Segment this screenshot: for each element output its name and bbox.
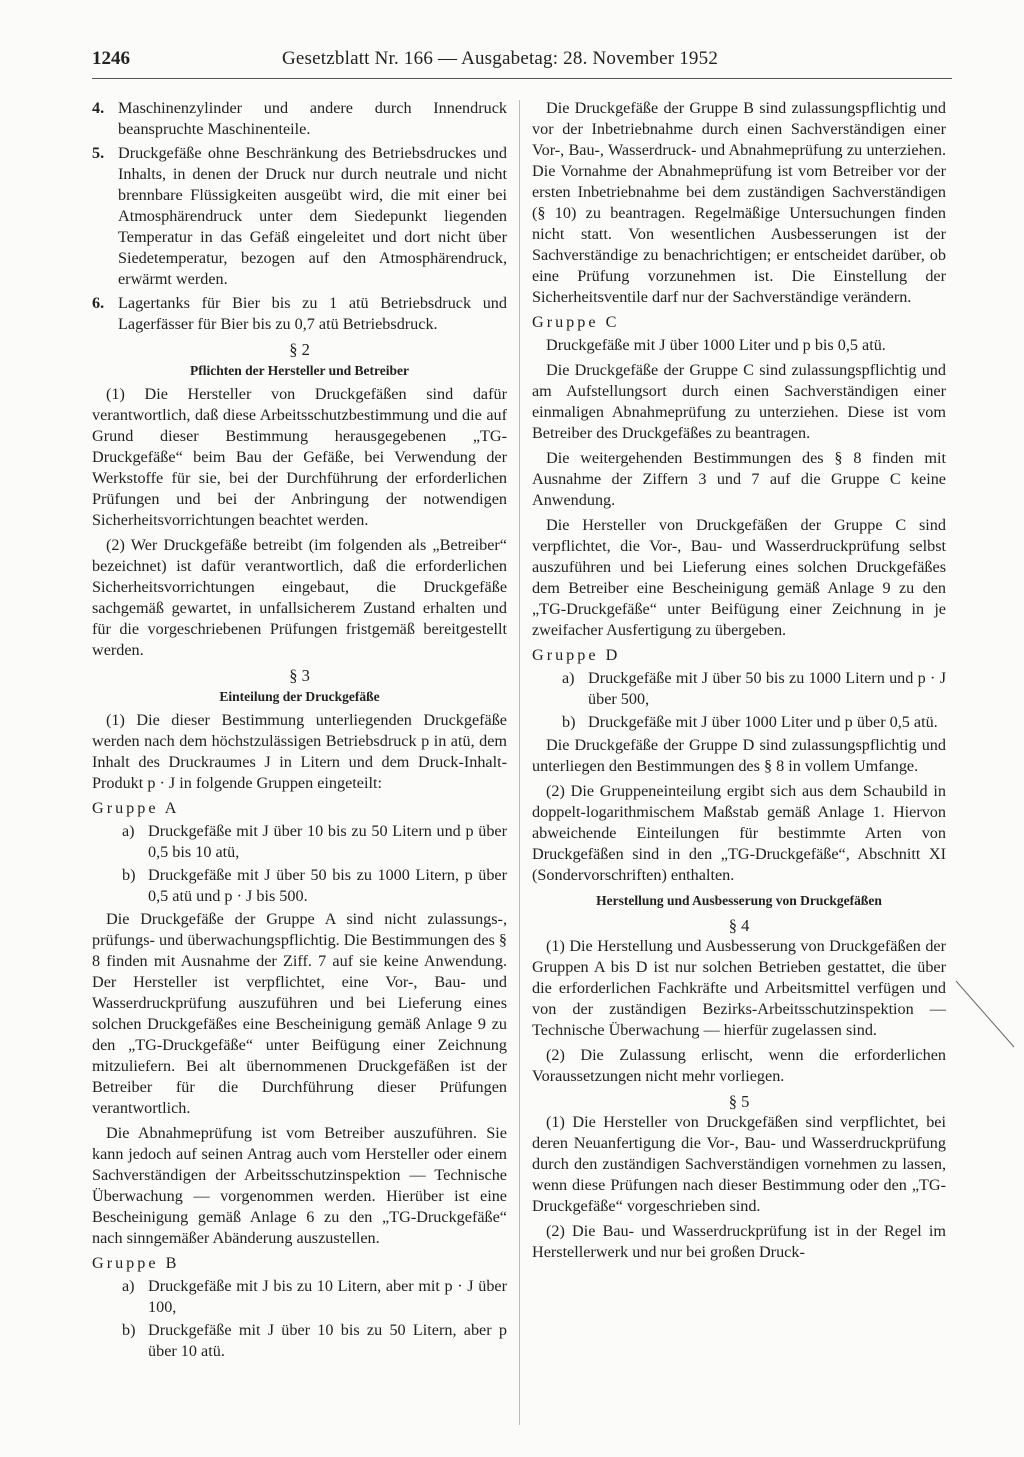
column-divider xyxy=(519,100,520,1425)
stray-pen-mark xyxy=(952,975,1022,1055)
paragraph: (1) Die Herstellung und Ausbesserung von Druckgefäßen der Gruppen A bis D ist nur solchen Betrieben gestattet, die über die erforderlichen Fachkräfte und Arbeitsmittel verfügen und von der zuständigen Bezirks-Arbeitsschutzinspektion — Technische Überwachung — hierfür zugelassen sind. xyxy=(532,937,946,1039)
paragraph: (2) Die Gruppeneinteilung ergibt sich aus dem Schaubild in doppelt-logarithmischem Maßstab gemäß Anlage 1. Hiervon abweichende Einteilungen für bestimmte Arten von Druckgefäßen sind in den „TG-Druckgefäße“, Abschnitt XI (Sondervorschriften) enthalten. xyxy=(532,782,946,884)
paragraph: (2) Die Zulassung erlischt, wenn die erforderlichen Voraussetzungen nicht mehr vorliegen. xyxy=(532,1046,946,1085)
list-item: 5. Druckgefäße ohne Beschränkung des Betriebsdruckes und Inhalts, in denen der Druck nur durch neutrale und nicht brennbare Flüssigkeiten ausgeübt wird, die mit einer bei Atmosphärendruck unter dem Siedepunkt liegenden Temperatur in das Gefäß eingeleitet und dort nicht über Siedetemperatur, bezogen auf den Atmosphärendruck, erwärmt werden. xyxy=(92,144,507,288)
subheading: Herstellung und Ausbesserung von Druckgefäßen xyxy=(596,893,882,908)
paragraph: Die weitergehenden Bestimmungen des § 8 finden mit Ausnahme der Ziffern 3 und 7 auf die Gruppe C keine Anwendung. xyxy=(532,449,946,509)
paragraph: (2) Die Bau- und Wasserdruckprüfung ist in der Regel im Herstellerwerk und nur bei großen Druck- xyxy=(532,1222,946,1261)
group-heading: Gruppe B xyxy=(92,1254,180,1272)
page-header xyxy=(92,48,952,78)
section-number: § 3 xyxy=(289,666,310,685)
paragraph: Die Druckgefäße der Gruppe C sind zulassungspflichtig und am Aufstellungsort durch einen Sachverständigen einer einmaligen Abnahmeprüfung zu unterziehen. Diese ist vom Betreiber des Druckgefäßes zu beantragen. xyxy=(532,361,946,442)
list-item: a) Druckgefäße mit J über 50 bis zu 1000 Litern und p · J über 500, xyxy=(562,669,946,708)
list-item: a) Druckgefäße mit J bis zu 10 Litern, aber mit p · J über 100, xyxy=(122,1277,507,1316)
section-title: Einteilung der Druckgefäße xyxy=(219,689,380,704)
left-column xyxy=(92,98,507,1364)
paragraph: Die Druckgefäße der Gruppe A sind nicht zulassungs-, prüfungs- und überwachungspflichtig. Die Bestimmungen des § 8 finden mit Ausnahme der Ziff. 7 auf sie keine Anwendung. Der Hersteller ist verpflichtet, eine Vor-, Bau- und Wasserdruckprüfung auszuführen und bei Lieferung eines solchen Druckgefäßes eine Bescheinigung gemäß Anlage 9 zu den „TG-Druckgefäße“ unter Beifügung einer Zeichnung mitzuliefern. Bei alt übernommenen Druckgefäßen ist der Betreiber für die Durchführung dieser Prüfungen verantwortlich. xyxy=(92,910,507,1117)
paragraph: (1) Die Hersteller von Druckgefäßen sind dafür verantwortlich, daß diese Arbeitsschutzbestimmung und die auf Grund dieser Bestimmung herausgegebenen „TG-Druckgefäße“ beim Bau der Gefäße, bei Verwendung der Werkstoffe für sie, bei der Durchführung der erforderlichen Prüfungen und bei der Anbringung der notwendigen Sicherheitsvorrichtungen beachtet werden. xyxy=(92,385,507,529)
list-item: 6. Lagertanks für Bier bis zu 1 atü Betriebsdruck und Lagerfässer für Bier bis zu 0,7 atü Betriebsdruck. xyxy=(92,294,507,333)
paragraph: Die Druckgefäße der Gruppe D sind zulassungspflichtig und unterliegen den Bestimmungen des § 8 in vollem Umfange. xyxy=(532,736,946,775)
group-heading: Gruppe A xyxy=(92,799,180,817)
section-number: § 4 xyxy=(728,916,750,935)
list-item: b) Druckgefäße mit J über 1000 Liter und p über 0,5 atü. xyxy=(562,713,938,731)
header-rule xyxy=(92,78,952,79)
paragraph: (1) Die Hersteller von Druckgefäßen sind verpflichtet, bei deren Neuanfertigung die Vor-, Bau- und Wasserdruckprüfung durch den zuständigen Sachverständigen vornehmen zu lassen, wenn diese Prüfungen nach dieser Bestimmung oder den „TG-Druckgefäße“ vorgeschrieben sind. xyxy=(532,1113,946,1215)
list-item: b) Druckgefäße mit J über 50 bis zu 1000 Litern, p über 0,5 atü und p · J bis 500. xyxy=(122,866,507,905)
header-title: Gesetzblatt Nr. 166 — Ausgabetag: 28. November 1952 xyxy=(282,48,719,69)
right-column xyxy=(532,98,946,1267)
paragraph: (1) Die dieser Bestimmung unterliegenden Druckgefäße werden nach dem höchstzulässigen Betriebsdruck p in atü, dem Inhalt des Druckraumes J in Litern und dem Druck-Inhalt-Produkt p · J in folgende Gruppen eingeteilt: xyxy=(92,711,507,792)
section-number: § 2 xyxy=(289,340,310,359)
paragraph: (2) Wer Druckgefäße betreibt (im folgenden als „Betreiber“ bezeichnet) ist dafür verantwortlich, daß die erforderlichen Sicherheitsvorrichtungen eingebaut, die Druckgefäße sachgemäß gewartet, in unfallsicherem Zustand erhalten und für die vorgeschriebenen Prüfungen fristgemäß bereitgestellt werden. xyxy=(92,536,507,659)
group-heading: Gruppe D xyxy=(532,646,621,664)
page-number: 1246 xyxy=(92,48,130,69)
paragraph: Die Druckgefäße der Gruppe B sind zulassungspflichtig und vor der Inbetriebnahme durch einen Sachverständigen einer Vor-, Bau-, Wasserdruck- und Abnahmeprüfung zu unterziehen. Die Vornahme der Abnahmeprüfung ist vom Betreiber vor der ersten Inbetriebnahme bei dem zuständigen Sachverständigen (§ 10) zu beantragen. Regelmäßige Untersuchungen finden nicht statt. Von wesentlichen Ausbesserungen ist der Sachverständige zu benachrichtigen; er entscheidet darüber, ob eine Prüfung vorzunehmen ist. Die Einstellung der Sicherheitsventile darf nur der Sachverständige verändern. xyxy=(532,99,946,306)
list-item: a) Druckgefäße mit J über 10 bis zu 50 Litern und p über 0,5 bis 10 atü, xyxy=(122,822,507,861)
group-heading: Gruppe C xyxy=(532,313,620,331)
paragraph: Druckgefäße mit J über 1000 Liter und p bis 0,5 atü. xyxy=(546,336,886,354)
list-item: b) Druckgefäße mit J über 10 bis zu 50 Litern, aber p über 10 atü. xyxy=(122,1321,507,1360)
list-item: 4. Maschinenzylinder und andere durch Innendruck beanspruchte Maschinenteile. xyxy=(92,99,507,138)
section-title: Pflichten der Hersteller und Betreiber xyxy=(190,363,409,378)
paragraph: Die Abnahmeprüfung ist vom Betreiber auszuführen. Sie kann jedoch auf seinen Antrag auch vom Hersteller oder einem Sachverständigen der Arbeitsschutzinspektion — Technische Überwachung — vorgenommen werden. Hierüber ist eine Bescheinigung gemäß Anlage 6 zu den „TG-Druckgefäße“ nach sinngemäßer Abänderung auszustellen. xyxy=(92,1124,507,1247)
paragraph: Die Hersteller von Druckgefäßen der Gruppe C sind verpflichtet, die Vor-, Bau- und Wasserdruckprüfung selbst auszuführen und bei Lieferung eines solchen Druckgefäßes dem Betreiber eine Bescheinigung gemäß Anlage 9 zu den „TG-Druckgefäße“ unter Beifügung einer Zeichnung in je zweifacher Ausfertigung zu übergeben. xyxy=(532,516,946,639)
section-number: § 5 xyxy=(728,1092,750,1111)
